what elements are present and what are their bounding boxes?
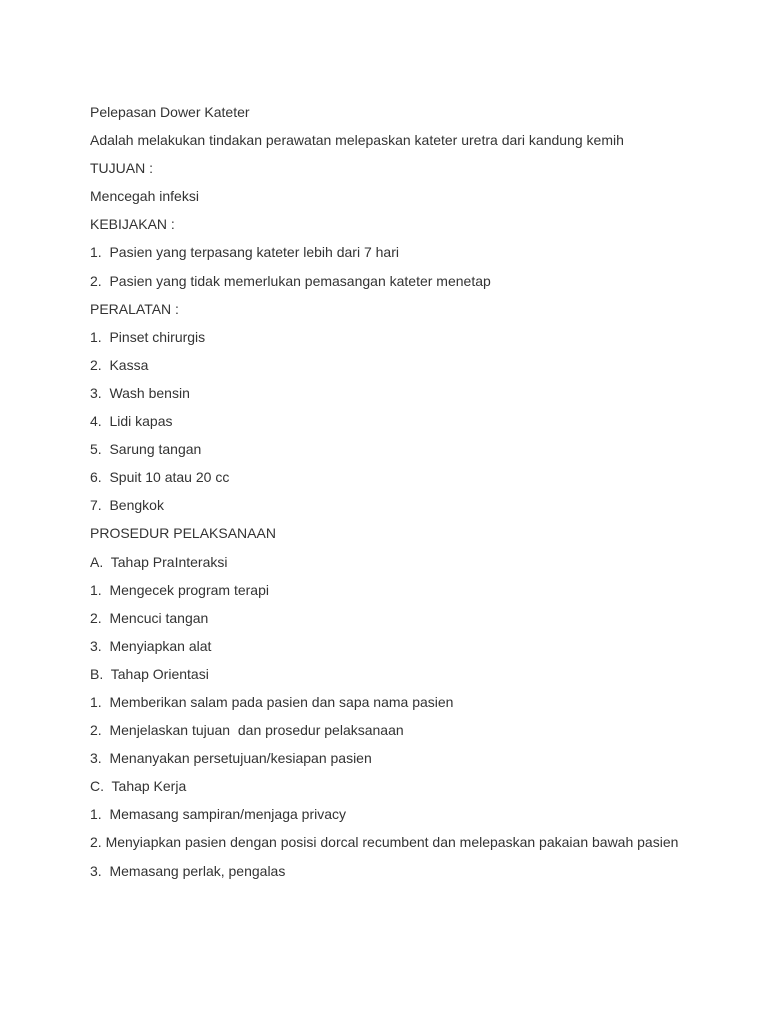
document-content [90,98,730,885]
kebijakan-heading: KEBIJAKAN : [90,216,175,233]
stage-label: B. Tahap Orientasi [90,665,209,682]
list-item: 1. Pinset chirurgis [90,328,206,345]
list-item: 3. Menanyakan persetujuan/kesiapan pasien [90,750,372,767]
stage-label: C. Tahap Kerja [90,778,187,795]
list-item: 2. Kassa [90,356,149,373]
peralatan-heading: PERALATAN : [90,300,179,317]
stage-a-steps [90,576,730,660]
list-item: 3. Menyiapkan alat [90,637,212,654]
stage-label: A. Tahap PraInteraksi [90,553,228,570]
list-item: 1. Mengecek program terapi [90,581,269,598]
kebijakan-list [90,238,730,294]
tujuan-heading: TUJUAN : [90,160,153,177]
prosedur-heading: PROSEDUR PELAKSANAAN [90,525,276,542]
list-item: 6. Spuit 10 atau 20 cc [90,469,230,486]
list-item: 1. Memberikan salam pada pasien dan sapa nama pasien [90,693,454,710]
list-item: 4. Lidi kapas [90,413,173,430]
stage-b-steps [90,688,730,772]
list-item: 2. Menjelaskan tujuan dan prosedur pelaksanaan [90,722,404,739]
peralatan-list [90,323,730,520]
list-item: 2. Mencuci tangan [90,609,209,626]
tujuan-text: Mencegah infeksi [90,188,199,205]
list-item: 3. Memasang perlak, pengalas [90,862,286,879]
list-item: 1. Pasien yang terpasang kateter lebih dari 7 hari [90,244,399,261]
list-item: 7. Bengkok [90,497,164,514]
list-item: 2. Menyiapkan pasien dengan posisi dorcal recumbent dan melepaskan pakaian bawah pasien [90,834,679,851]
document-title: Pelepasan Dower Kateter [90,104,250,120]
stage-c-steps [90,800,730,884]
list-item: 5. Sarung tangan [90,441,202,458]
list-item: 3. Wash bensin [90,384,190,401]
list-item: 2. Pasien yang tidak memerlukan pemasangan kateter menetap [90,272,491,289]
definition-text: Adalah melakukan tindakan perawatan melepaskan kateter uretra dari kandung kemih [90,132,624,149]
list-item: 1. Memasang sampiran/menjaga privacy [90,806,347,823]
